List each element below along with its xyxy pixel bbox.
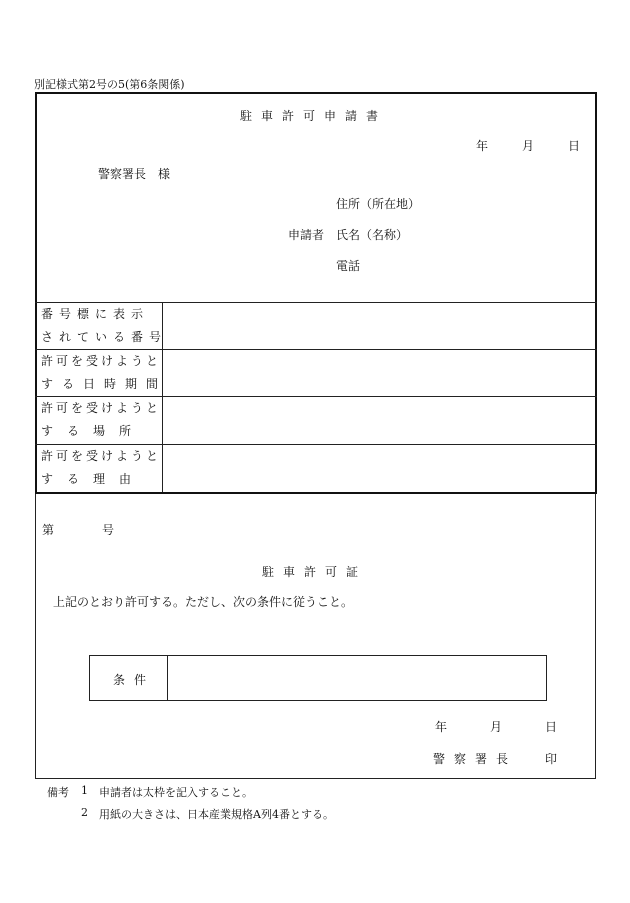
condition-divider	[167, 655, 168, 701]
note-text: 用紙の大きさは、日本産業規格A列4番とする。	[99, 808, 334, 821]
permit-date-month: 月	[490, 720, 503, 734]
application-date-month: 月	[522, 139, 535, 153]
note-number: 2	[81, 806, 88, 819]
table-row-label: 番号標に表示 されている番号	[41, 307, 168, 344]
seal-mark: 印	[545, 752, 558, 766]
permit-number-suffix: 号	[102, 523, 115, 537]
permit-date-year: 年	[435, 720, 448, 734]
condition-label: 条件	[113, 673, 156, 687]
permit-statement: 上記のとおり許可する。ただし、次の条件に従うこと。	[53, 595, 354, 609]
applicant-label: 申請者	[288, 228, 325, 242]
notes-heading: 備考	[47, 786, 69, 799]
phone-label: 電話	[336, 259, 361, 273]
application-date-year: 年	[476, 139, 489, 153]
condition-box	[89, 655, 547, 701]
note-number: 1	[81, 784, 88, 797]
address-label: 住所（所在地）	[336, 197, 421, 211]
table-row-label: 許可を受けようと す る 場 所	[41, 401, 162, 438]
permit-title: 駐車許可証	[262, 565, 368, 579]
table-row-label: 許可を受けようと する日時期間	[41, 354, 168, 391]
form-label: 別記様式第2号の5(第6条関係)	[34, 78, 185, 91]
permit-date-day: 日	[545, 720, 558, 734]
table-row-label: 許可を受けようと す る 理 由	[41, 449, 162, 486]
application-date-day: 日	[568, 139, 581, 153]
permit-number-prefix: 第	[42, 523, 55, 537]
application-title: 駐車許可申請書	[240, 109, 388, 123]
permit-signer: 警察署長	[433, 752, 518, 766]
note-text: 申請者は太枠を記入すること。	[99, 786, 253, 799]
name-label: 氏名（名称）	[336, 228, 409, 242]
addressee: 警察署長 様	[98, 167, 171, 181]
